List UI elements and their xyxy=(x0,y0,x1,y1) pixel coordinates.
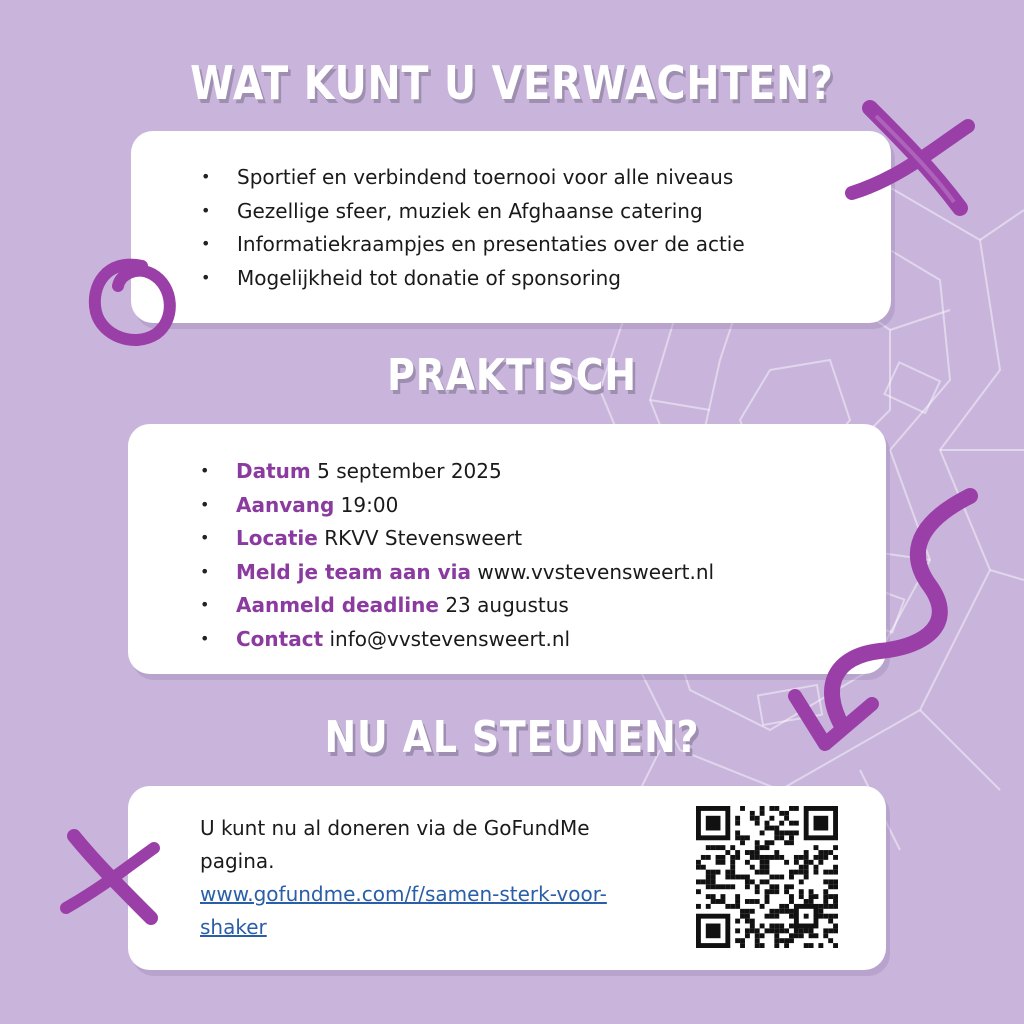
expectations-card xyxy=(131,131,891,323)
practical-item-contact xyxy=(200,625,714,659)
practical-label: Meld je team aan via xyxy=(236,559,471,584)
gofundme-link[interactable]: www.gofundme.com/f/samen-sterk-voor-shaker xyxy=(200,882,607,939)
heading-expectations: WAT KUNT U VERWACHTEN? xyxy=(190,56,834,110)
practical-value: 19:00 xyxy=(340,492,399,517)
practical-item-date xyxy=(200,457,714,491)
arrow-brush-mark-icon xyxy=(780,486,980,766)
qr-code-icon[interactable] xyxy=(696,806,838,948)
heading-practical: PRAKTISCH xyxy=(387,350,637,401)
practical-label: Locatie xyxy=(236,526,318,550)
practical-item-deadline xyxy=(200,591,714,625)
practical-value: 23 augustus xyxy=(445,593,569,617)
support-text-block xyxy=(200,812,670,944)
practical-label: Contact xyxy=(236,626,324,651)
practical-card xyxy=(128,424,886,674)
practical-list xyxy=(200,457,714,658)
practical-label: Aanmeld deadline xyxy=(236,593,439,617)
practical-label: Datum xyxy=(236,459,311,483)
practical-item-location xyxy=(200,524,714,558)
practical-value-website[interactable]: www.vvstevensweert.nl xyxy=(477,559,715,584)
list-item: • Mogelijkheid tot donatie of sponsoring xyxy=(201,264,745,298)
x-brush-mark-icon xyxy=(56,828,166,928)
practical-item-start xyxy=(200,491,714,525)
circle-brush-mark-icon xyxy=(82,256,182,352)
support-text: U kunt nu al doneren via de GoFundMe pagina. xyxy=(200,816,590,873)
practical-label: Aanvang xyxy=(236,492,335,517)
list-item: • Informatiekraampjes en presentaties over de actie xyxy=(201,230,745,264)
practical-item-register xyxy=(200,558,714,592)
practical-value: RKVV Stevensweert xyxy=(324,526,523,550)
x-brush-mark-icon xyxy=(840,98,980,218)
heading-support: NU AL STEUNEN? xyxy=(324,712,700,763)
list-item: • Sportief en verbindend toernooi voor alle niveaus xyxy=(201,163,745,197)
practical-value: 5 september 2025 xyxy=(317,459,502,483)
expectations-list xyxy=(201,163,745,297)
list-item: • Gezellige sfeer, muziek en Afghaanse catering xyxy=(201,197,745,231)
support-card xyxy=(128,786,886,970)
practical-value-email[interactable]: info@vvstevensweert.nl xyxy=(329,626,571,651)
